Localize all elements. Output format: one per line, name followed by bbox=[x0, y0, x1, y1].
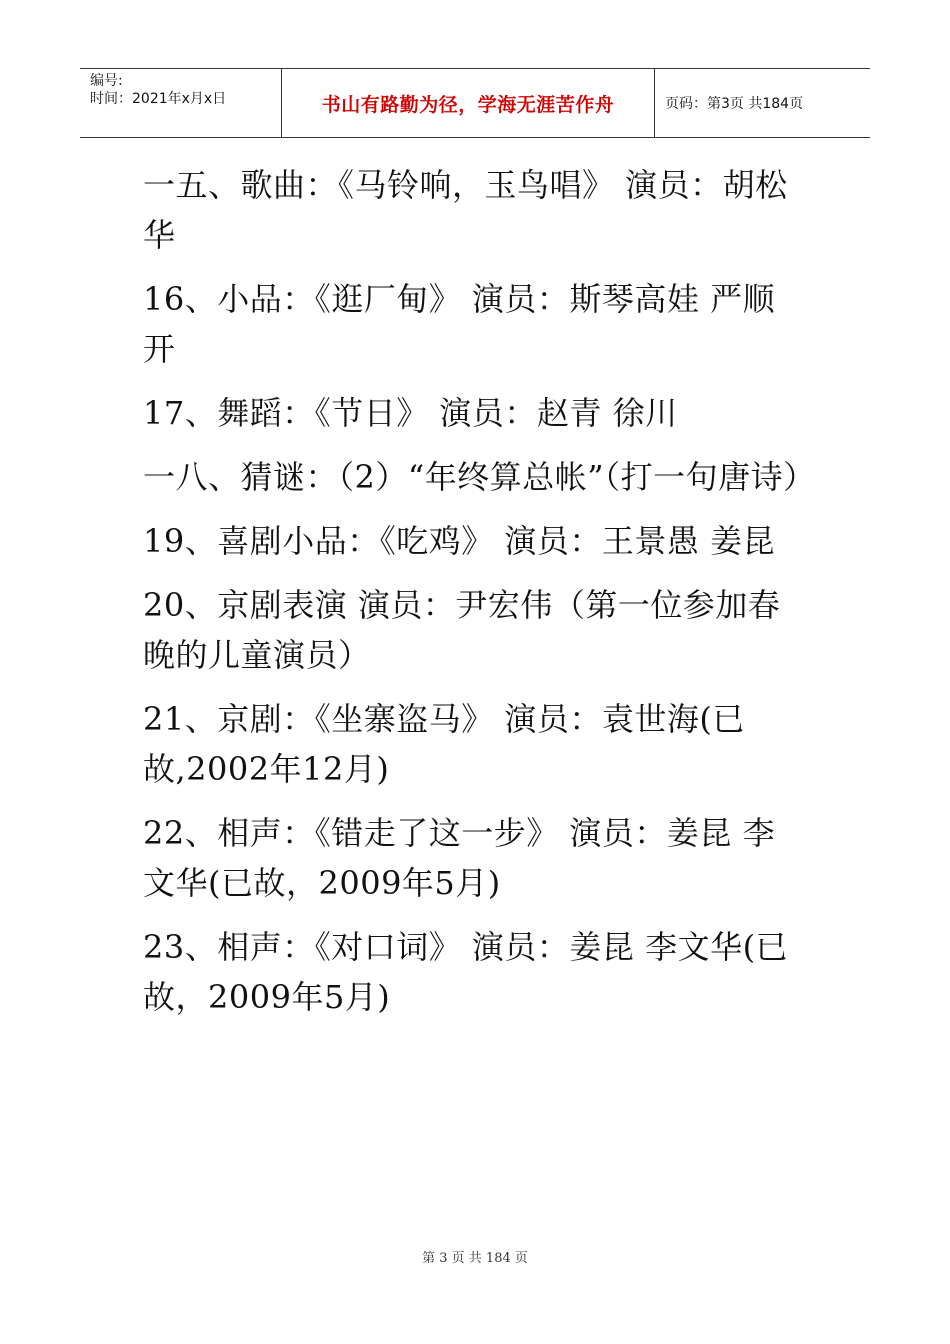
program-entry: 19、喜剧小品：《吃鸡》 演员：王景愚 姜昆 bbox=[143, 522, 776, 560]
program-entry: 16、小品：《逛厂甸》 演员：斯琴高娃 严顺开 bbox=[143, 280, 776, 368]
header-motto: 书山有路勤为径，学海无涯苦作舟 bbox=[321, 93, 615, 116]
document-date-label: 时间：2021年x月x日 bbox=[90, 91, 227, 107]
program-entry: 23、相声：《对口词》 演员：姜昆 李文华(已故，2009年5月) bbox=[143, 928, 789, 1016]
header-meta bbox=[80, 69, 282, 137]
program-entry: 一五、歌曲：《马铃响，玉鸟唱》 演员：胡松华 bbox=[143, 166, 788, 254]
program-entry: 一八、猜谜：（2）“年终算总帐”（打一句唐诗） bbox=[143, 458, 816, 496]
program-entry: 20、京剧表演 演员：尹宏伟（第一位参加春晚的儿童演员） bbox=[143, 586, 781, 674]
page-header bbox=[80, 68, 870, 138]
header-page-info: 页码：第3页 共184页 bbox=[665, 96, 804, 112]
header-motto-cell bbox=[282, 69, 655, 137]
page-footer: 第 3 页 共 184 页 bbox=[422, 1251, 528, 1266]
program-entry: 17、舞蹈：《节日》 演员：赵青 徐川 bbox=[143, 394, 678, 432]
document-number-label: 编号: bbox=[90, 73, 123, 89]
program-entry: 22、相声：《错走了这一步》 演员：姜昆 李文华(已故，2009年5月) bbox=[143, 814, 776, 902]
program-list bbox=[143, 160, 816, 1036]
program-entry: 21、京剧：《坐寨盗马》 演员：袁世海(已故,2002年12月) bbox=[143, 700, 745, 788]
